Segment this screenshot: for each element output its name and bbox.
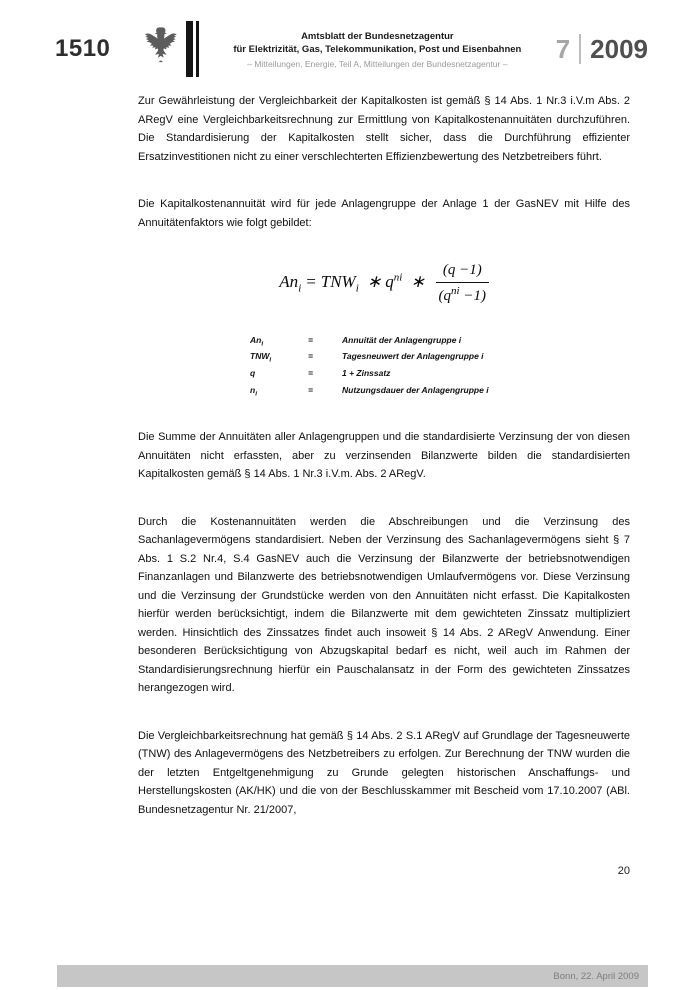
legend-symbol-base: An — [250, 334, 262, 345]
fraction-numerator: (q −1) — [436, 261, 489, 283]
formula-lhs — [279, 272, 302, 295]
formula-tnw-base: TNW — [320, 272, 356, 292]
logo-bar-thick — [186, 21, 193, 77]
legend-symbol — [250, 367, 308, 384]
annuity-formula — [138, 261, 630, 306]
legend-symbol-sub: i — [269, 356, 272, 364]
formula-q-base: q — [385, 272, 394, 292]
legend-equals: = — [308, 334, 313, 345]
paragraph-4: Durch die Kostenannuitäten werden die Abschreibungen und die Verzinsung des Sachanlagevermögens standardisiert. Neben der Verzinsung des Sachanlagevermögens sieht § 7 Abs. 1 S.2 Nr.4, S.4 GasNEV auch die Verzinsung der Bilanzwerte der betriebsnotwendigen Finanzanlagen und Bilanzwerte des betriebsnotwendigen Umlaufvermögens vor. Diese Verzinsung und die Verzinsung der Grundstücke werden von den Annuitäten nicht erfasst. Die Kapitalkosten hierfür werden berücksichtigt, indem die Bilanzwerte mit dem gewichteten Zinssatz multipliziert werden. Hinsichtlich des Zinssatzes findet auch insoweit § 14 Abs. 2 ARegV Anwendung. Einer besonderen Berücksichtigung von Abzugskapital bedarf es nicht, weil auch im Rahmen der Standardisierungsrechnung hierfür ein Pauschalansatz in der Form des gewichteten Zinssatzes herangezogen wird. — [138, 515, 630, 695]
formula-q-term — [385, 272, 402, 291]
legend-symbol-base: TNW — [250, 351, 270, 362]
paragraph-5: Die Vergleichbarkeitsrechnung hat gemäß § 14 Abs. 2 S.1 ARegV auf Grundlage der Tagesneuwerte (TNW) des Anlagevermögens des Netzbetreibers zu erfolgen. Zur Berechnung der TNW wurden die der letzten Entgeltgenehmigung zu Grunde gelegten historischen Anschaffungs- und Herstellungskosten (AK/HK) und die von der Beschlusskammer mit Bescheid vom 17.10.2007 (ABl. Bundesnetzagentur Nr. 21/2007, — [138, 729, 630, 816]
formula-tnw — [320, 272, 359, 295]
formula-equals: = — [305, 272, 317, 292]
legend-equals: = — [308, 367, 313, 378]
agency-logo — [143, 21, 199, 77]
legend-definition: Tagesneuwert der Anlagengruppe i — [342, 351, 484, 362]
denominator-exponent: ni — [451, 284, 460, 297]
legend-row — [250, 334, 630, 351]
formula-fraction — [436, 261, 489, 306]
formula-times-1: ∗ — [367, 272, 382, 292]
legend-symbol-base: q — [250, 367, 256, 378]
legend-symbol-sub: i — [261, 340, 264, 348]
legend-symbol — [250, 384, 308, 401]
formula-lhs-sub: i — [298, 282, 302, 295]
logo-divider-bars — [186, 21, 199, 77]
issue-year: 2009 — [590, 33, 648, 64]
issue-page-label: 1510 — [55, 35, 111, 62]
denominator-close: −1) — [459, 287, 486, 304]
formula-tnw-sub: i — [355, 282, 359, 295]
formula-times-2: ∗ — [410, 272, 425, 292]
paragraph-3: Die Summe der Annuitäten aller Anlagengruppen und die standardisierte Verzinsung der von diesen Annuitäten nicht erfassten, aber zu verzinsenden Bilanzwerte bilden die standardisierten Kapitalkosten gemäß § 14 Abs. 1 Nr.3 i.V.m. Abs. 2 ARegV. — [138, 431, 630, 481]
formula-q-exponent: ni — [393, 271, 403, 284]
legend-definition: Nutzungsdauer der Anlagengruppe i — [342, 384, 489, 395]
legend-row — [250, 367, 630, 384]
legend-definition: Annuität der Anlagengruppe i — [342, 334, 462, 345]
page-header — [0, 0, 700, 84]
paragraph-1: Zur Gewährleistung der Vergleichbarkeit der Kapitalkosten ist gemäß § 14 Abs. 1 Nr.3 i.V.m Abs. 2 ARegV eine Vergleichbarkeitsrechnung zur Ermittlung von Kapitalkostenannuitäten durchzuführen. Die Standardisierung der Kapitalkosten stellt sicher, dass die Durchführung effizienter Ersatzinvestitionen nicht zu einer verschlechterten Effizienzbewertung des Netzbetreibers führt. — [138, 95, 630, 163]
fraction-denominator — [436, 283, 489, 306]
legend-symbol-base: n — [250, 384, 256, 395]
footer-date: Bonn, 22. April 2009 — [553, 970, 639, 982]
legend-row — [250, 350, 630, 367]
formula-legend — [250, 334, 630, 401]
paragraph-2: Die Kapitalkostenannuität wird für jede Anlagengruppe der Anlage 1 der GasNEV mit Hilfe des Annuitätenfaktors wie folgt gebildet: — [138, 198, 630, 229]
issue-year-separator — [579, 34, 581, 64]
document-body — [138, 92, 630, 819]
denominator-open: (q — [438, 287, 452, 304]
issue-year-block — [556, 34, 648, 65]
legend-equals: = — [308, 384, 313, 395]
masthead-title-line1: Amtsblatt der Bundesnetzagentur — [301, 30, 454, 42]
footer-bar — [57, 965, 648, 987]
legend-symbol — [250, 334, 308, 351]
legend-row — [250, 384, 630, 401]
issue-number: 7 — [555, 33, 571, 64]
masthead — [199, 30, 556, 69]
masthead-subtitle: – Mitteilungen, Energie, Teil A, Mitteilungen der Bundesnetzagentur – — [247, 58, 508, 69]
page-number: 20 — [617, 865, 630, 878]
legend-symbol — [250, 350, 308, 367]
legend-equals: = — [308, 351, 313, 362]
legend-symbol-sub: i — [255, 390, 258, 398]
masthead-title-line2: für Elektrizität, Gas, Telekommunikation, Post und Eisenbahnen — [233, 43, 522, 55]
legend-definition: 1 + Zinssatz — [342, 367, 391, 378]
federal-eagle-icon — [143, 24, 181, 74]
formula-lhs-base: An — [279, 272, 299, 292]
